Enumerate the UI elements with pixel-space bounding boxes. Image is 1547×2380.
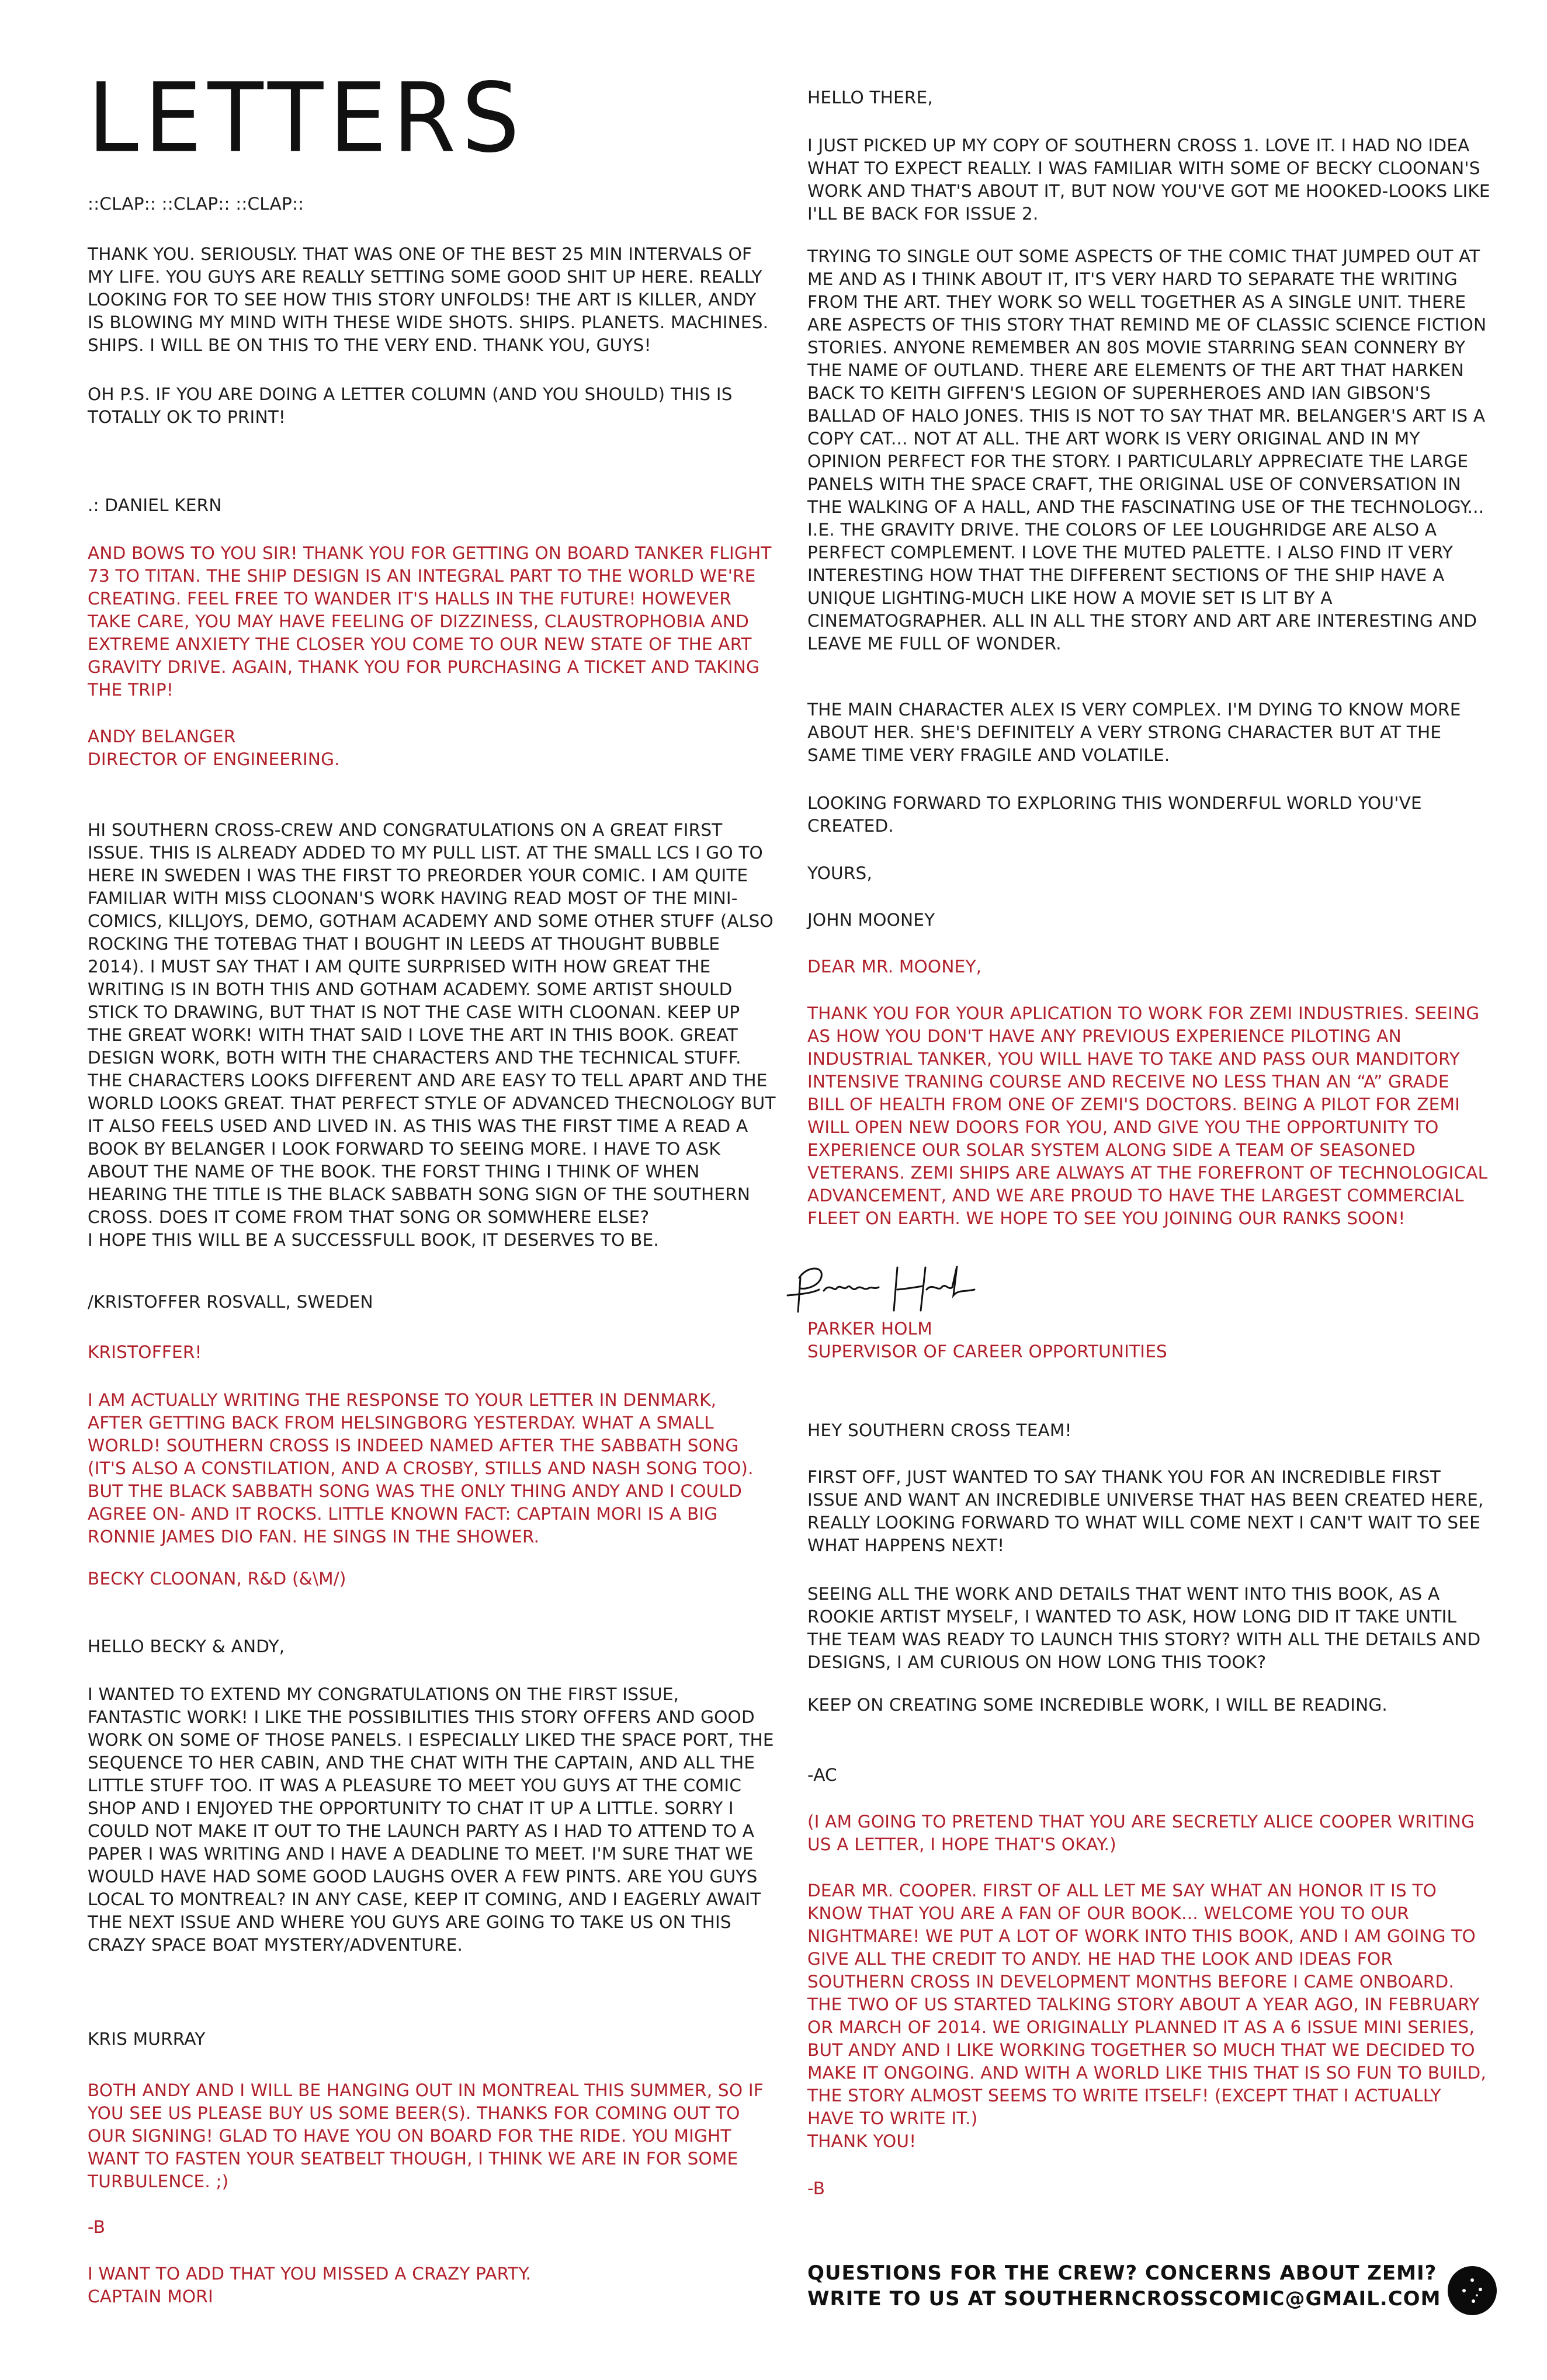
reply-salutation: KRISTOFFER! [88, 1342, 202, 1362]
clap-line: ::CLAP:: ::CLAP:: ::CLAP:: [88, 194, 304, 214]
letter-closing: YOURS, [807, 863, 873, 883]
letter-paragraph: FIRST OFF, JUST WANTED TO SAY THANK YOU FOR AN INCREDIBLE FIRST ISSUE AND WANT AN INCREDIBLE UNIVERSE THAT HAS BEEN CREATED HERE, REALLY LOOKING FORWARD TO WHAT WILL COME NEXT I CAN'T WAIT TO SEE WHAT HAPPENS NEXT! [807, 1467, 1484, 1555]
page-title: LETTERS [88, 62, 526, 174]
letter-paragraph: I JUST PICKED UP MY COPY OF SOUTHERN CROSS 1. LOVE IT. I HAD NO IDEA WHAT TO EXPECT REALLY. I WAS FAMILIAR WITH SOME OF BECKY CLOONAN'S WORK AND THAT'S ABOUT IT, BUT NOW YOU'VE GOT ME HOOKED-LOOKS LIKE I'LL BE BACK FOR ISSUE 2. [807, 135, 1490, 224]
handwritten-signature [783, 1255, 981, 1319]
reply-signature: ANDY BELANGER DIRECTOR OF ENGINEERING. [88, 727, 340, 769]
letter-signature: /KRISTOFFER ROSVALL, SWEDEN [88, 1292, 373, 1312]
letter-salutation: HEY SOUTHERN CROSS TEAM! [807, 1420, 1072, 1440]
letter-salutation: HELLO THERE, [807, 88, 933, 107]
reply-paragraph: DEAR MR. COOPER. FIRST OF ALL LET ME SAY WHAT AN HONOR IT IS TO KNOW THAT YOU ARE A FAN OF OUR BOOK... WELCOME YOU TO OUR NIGHTMARE! WE PUT A LOT OF WORK INTO THIS BOOK, AND I AM GOING TO GIVE ALL THE CREDIT TO ANDY. HE HAD THE LOOK AND IDEAS FOR SOUTHERN CROSS IN DEVELOPMENT MONTHS BEFORE I CAME ONBOARD. THE TWO OF US STARTED TALKING STORY ABOUT A YEAR AGO, IN FEBRUARY OR MARCH OF 2014. WE ORIGINALLY PLANNED IT AS A 6 ISSUE MINI SERIES, BUT ANDY AND I LIKE WORKING TOGETHER SO MUCH THAT WE DECIDED TO MAKE IT ONGOING. AND WITH A WORLD LIKE THIS THAT IS SO FUN TO BUILD, THE STORY ALMOST SEEMS TO WRITE ITSELF! (EXCEPT THAT I ACTUALLY HAVE TO WRITE IT.) THANK YOU! [807, 1881, 1486, 2151]
reply-paragraph: I AM ACTUALLY WRITING THE RESPONSE TO YOUR LETTER IN DENMARK, AFTER GETTING BACK FROM HELSINGBORG YESTERDAY. WHAT A SMALL WORLD! SOUTHERN CROSS IS INDEED NAMED AFTER THE SABBATH SONG (IT'S ALSO A CONSTILATION, AND A CROSBY, STILLS AND NASH SONG TOO). BUT THE BLACK SABBATH SONG WAS THE ONLY THING ANDY AND I COULD AGREE ON- AND IT ROCKS. LITTLE KNOWN FACT: CAPTAIN MORI IS A BIG RONNIE JAMES DIO FAN. HE SINGS IN THE SHOWER. [88, 1390, 754, 1547]
southern-cross-logo-icon [1448, 2266, 1497, 2315]
footer-line-email: WRITE TO US AT SOUTHERNCROSSCOMIC@GMAIL.COM [807, 2287, 1441, 2310]
letter-signature: .: DANIEL KERN [88, 495, 222, 515]
letter-paragraph: SEEING ALL THE WORK AND DETAILS THAT WENT INTO THIS BOOK, AS A ROOKIE ARTIST MYSELF, I WANTED TO ASK, HOW LONG DID IT TAKE UNTIL THE TEAM WAS READY TO LAUNCH THIS STORY? WITH ALL THE DETAILS AND DESIGNS, I AM CURIOUS ON HOW LONG THIS TOOK? [807, 1584, 1481, 1672]
reply-signature: PARKER HOLM SUPERVISOR OF CAREER OPPORTUNITIES [807, 1319, 1167, 1361]
reply-signature: BECKY CLOONAN, R&D (&\M/) [88, 1569, 346, 1589]
reply-signature: -B [807, 2179, 825, 2198]
contact-footer [807, 2260, 1450, 2312]
letter-paragraph: THE MAIN CHARACTER ALEX IS VERY COMPLEX. I'M DYING TO KNOW MORE ABOUT HER. SHE'S DEFINITELY A VERY STRONG CHARACTER BUT AT THE SAME TIME VERY FRAGILE AND VOLATILE. [807, 700, 1461, 765]
reply-paragraph: (I AM GOING TO PRETEND THAT YOU ARE SECRETLY ALICE COOPER WRITING US A LETTER, I HOPE THAT'S OKAY.) [807, 1812, 1475, 1854]
letter-salutation: HELLO BECKY & ANDY, [88, 1637, 285, 1656]
letter-paragraph: KEEP ON CREATING SOME INCREDIBLE WORK, I WILL BE READING. [807, 1695, 1388, 1715]
letter-paragraph: THANK YOU. SERIOUSLY. THAT WAS ONE OF THE BEST 25 MIN INTERVALS OF MY LIFE. YOU GUYS ARE REALLY SETTING SOME GOOD SHIT UP HERE. REALLY LOOKING FOR TO SEE HOW THIS STORY UNFOLDS! THE ART IS KILLER, ANDY IS BLOWING MY MIND WITH THESE WIDE SHOTS. SHIPS. PLANETS. MACHINES. SHIPS. I WILL BE ON THIS TO THE VERY END. THANK YOU, GUYS! [88, 244, 769, 355]
reply-paragraph: BOTH ANDY AND I WILL BE HANGING OUT IN MONTREAL THIS SUMMER, SO IF YOU SEE US PLEASE BUY US SOME BEER(S). THANKS FOR COMING OUT TO OUR SIGNING! GLAD TO HAVE YOU ON BOARD FOR THE RIDE. YOU MIGHT WANT TO FASTEN YOUR SEATBELT THOUGH, I THINK WE ARE IN FOR SOME TURBULENCE. ;) [88, 2080, 764, 2191]
letter-paragraph: OH P.S. IF YOU ARE DOING A LETTER COLUMN (AND YOU SHOULD) THIS IS TOTALLY OK TO PRINT! [88, 384, 733, 427]
letter-signature: -AC [807, 1765, 837, 1785]
letter-signature: JOHN MOONEY [807, 910, 935, 930]
reply-paragraph: AND BOWS TO YOU SIR! THANK YOU FOR GETTING ON BOARD TANKER FLIGHT 73 TO TITAN. THE SHIP DESIGN IS AN INTEGRAL PART TO THE WORLD WE'RE CREATING. FEEL FREE TO WANDER IT'S HALLS IN THE FUTURE! HOWEVER TAKE CARE, YOU MAY HAVE FEELING OF DIZZINESS, CLAUSTROPHOBIA AND EXTREME ANXIETY THE CLOSER YOU COME TO OUR NEW STATE OF THE ART GRAVITY DRIVE. AGAIN, THANK YOU FOR PURCHASING A TICKET AND TAKING THE TRIP! [88, 543, 772, 700]
letter-paragraph: I WANTED TO EXTEND MY CONGRATULATIONS ON THE FIRST ISSUE, FANTASTIC WORK! I LIKE THE POSSIBILITIES THIS STORY OFFERS AND GOOD WORK ON SOME OF THOSE PANELS. I ESPECIALLY LIKED THE SPACE PORT, THE SEQUENCE TO HER CABIN, AND THE CHAT WITH THE CAPTAIN, AND ALL THE LITTLE STUFF TOO. IT WAS A PLEASURE TO MEET YOU GUYS AT THE COMIC SHOP AND I ENJOYED THE OPPORTUNITY TO CHAT IT UP A LITTLE. SORRY I COULD NOT MAKE IT OUT TO THE LAUNCH PARTY AS I HAD TO ATTEND TO A PAPER I WAS WRITING AND I HAVE A DEADLINE TO MEET. I'M SURE THAT WE WOULD HAVE HAD SOME GOOD LAUGHS OVER A FEW PINTS. ARE YOU GUYS LOCAL TO MONTREAL? IN ANY CASE, KEEP IT COMING, AND I EAGERLY AWAIT THE NEXT ISSUE AND WHERE YOU GUYS ARE GOING TO TAKE US ON THIS CRAZY SPACE BOAT MYSTERY/ADVENTURE. [88, 1684, 774, 1955]
letter-paragraph: LOOKING FORWARD TO EXPLORING THIS WONDERFUL WORLD YOU'VE CREATED. [807, 793, 1422, 836]
letter-paragraph: TRYING TO SINGLE OUT SOME ASPECTS OF THE COMIC THAT JUMPED OUT AT ME AND AS I THINK ABOUT IT, IT'S VERY HARD TO SEPARATE THE WRITING FROM THE ART. THEY WORK SO WELL TOGETHER AS A SINGLE UNIT. THERE ARE ASPECTS OF THIS STORY THAT REMIND ME OF CLASSIC SCIENCE FICTION STORIES. ANYONE REMEMBER AN 80S MOVIE STARRING SEAN CONNERY BY THE NAME OF OUTLAND. THERE ARE ELEMENTS OF THE ART THAT HARKEN BACK TO KEITH GIFFEN'S LEGION OF SUPERHEROES AND IAN GIBSON'S BALLAD OF HALO JONES. THIS IS NOT TO SAY THAT MR. BELANGER'S ART IS A COPY CAT... NOT AT ALL. THE ART WORK IS VERY ORIGINAL AND IN MY OPINION PERFECT FOR THE STORY. I PARTICULARLY APPRECIATE THE LARGE PANELS WITH THE SPACE CRAFT, THE ORIGINAL USE OF CONVERSATION IN THE WALKING OF A HALL, AND THE FASCINATING USE OF THE TECHNOLOGY... I.E. THE GRAVITY DRIVE. THE COLORS OF LEE LOUGHRIDGE ARE ALSO A PERFECT COMPLEMENT. I LOVE THE MUTED PALETTE. I ALSO FIND IT VERY INTERESTING HOW THAT THE DIFFERENT SECTIONS OF THE SHIP HAVE A UNIQUE LIGHTING-MUCH LIKE HOW A MOVIE SET IS LIT BY A CINEMATOGRAPHER. ALL IN ALL THE STORY AND ART ARE INTERESTING AND LEAVE ME FULL OF WONDER. [807, 246, 1487, 654]
reply-paragraph: THANK YOU FOR YOUR APLICATION TO WORK FOR ZEMI INDUSTRIES. SEEING AS HOW YOU DON'T HAVE ANY PREVIOUS EXPERIENCE PILOTING AN INDUSTRIAL TANKER, YOU WILL HAVE TO TAKE AND PASS OUR MANDITORY INTENSIVE TRANING COURSE AND RECEIVE NO LESS THAN AN “A” GRADE BILL OF HEALTH FROM ONE OF ZEMI'S DOCTORS. BEING A PILOT FOR ZEMI WILL OPEN NEW DOORS FOR YOU, AND GIVE YOU THE OPPORTUNITY TO EXPERIENCE OUR SOLAR SYSTEM ALONG SIDE A TEAM OF SEASONED VETERANS. ZEMI SHIPS ARE ALWAYS AT THE FOREFRONT OF TECHNOLOGICAL ADVANCEMENT, AND WE ARE PROUD TO HAVE THE LARGEST COMMERCIAL FLEET ON EARTH. WE HOPE TO SEE YOU JOINING OUR RANKS SOON! [807, 1003, 1488, 1228]
letter-paragraph: HI SOUTHERN CROSS-CREW AND CONGRATULATIONS ON A GREAT FIRST ISSUE. THIS IS ALREADY ADDED TO MY PULL LIST. AT THE SMALL LCS I GO TO HERE IN SWEDEN I WAS THE FIRST TO PREORDER YOUR COMIC. I AM QUITE FAMILIAR WITH MISS CLOONAN'S WORK HAVING READ MOST OF THE MINI-COMICS, KILLJOYS, DEMO, GOTHAM ACADEMY AND SOME OTHER STUFF (ALSO ROCKING THE TOTEBAG THAT I BOUGHT IN LEEDS AT THOUGHT BUBBLE 2014). I MUST SAY THAT I AM QUITE SURPRISED WITH HOW GREAT THE WRITING IS IN BOTH THIS AND GOTHAM ACADEMY. SOME ARTIST SHOULD STICK TO DRAWING, BUT THAT IS NOT THE CASE WITH CLOONAN. KEEP UP THE GREAT WORK! WITH THAT SAID I LOVE THE ART IN THIS BOOK. GREAT DESIGN WORK, BOTH WITH THE CHARACTERS AND THE TECHNICAL STUFF. THE CHARACTERS LOOKS DIFFERENT AND ARE EASY TO TELL APART AND THE WORLD LOOKS GREAT. THAT PERFECT STYLE OF ADVANCED THECNOLOGY BUT IT ALSO FEELS USED AND LIVED IN. AS THIS WAS THE FIRST TIME A READ A BOOK BY BELANGER I LOOK FORWARD TO SEEING MORE. I HAVE TO ASK ABOUT THE NAME OF THE BOOK. THE FORST THING I THINK OF WHEN HEARING THE TITLE IS THE BLACK SABBATH SONG SIGN OF THE SOUTHERN CROSS. DOES IT COME FROM THAT SONG OR SOMWHERE ELSE? I HOPE THIS WILL BE A SUCCESSFULL BOOK, IT DESERVES TO BE. [88, 820, 776, 1250]
reply-salutation: DEAR MR. MOONEY, [807, 957, 982, 977]
letter-signature: KRIS MURRAY [88, 2029, 206, 2049]
reply-signature: -B [88, 2217, 106, 2237]
reply-signature: I WANT TO ADD THAT YOU MISSED A CRAZY PARTY. CAPTAIN MORI [88, 2264, 532, 2306]
footer-line-questions: QUESTIONS FOR THE CREW? CONCERNS ABOUT ZEMI? [807, 2261, 1437, 2285]
